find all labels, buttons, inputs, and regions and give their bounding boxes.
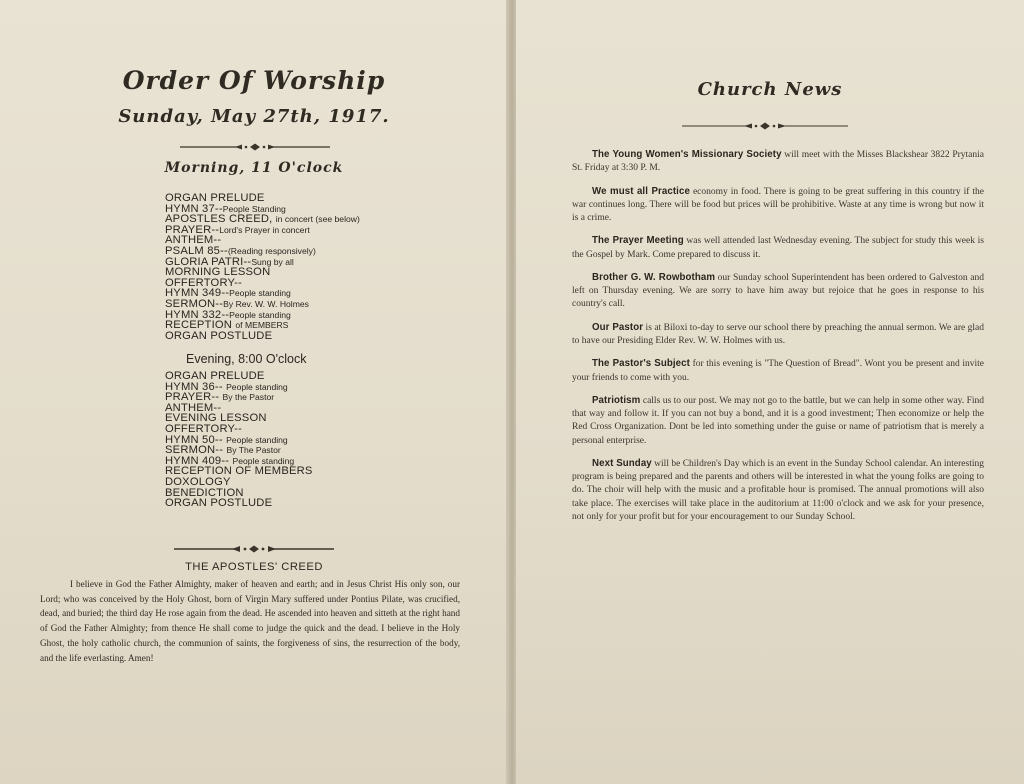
news-item-text: will meet with the Misses Blackshear 3822 Prytania St. Friday at 3:30 P. M. [572, 150, 984, 174]
evening-order-list [165, 371, 313, 509]
news-item-text: will be Children's Day which is an event in the Sunday School calendar. An interesting program is being prepared and the parents and others will be interested in what the young folks are going to do. The choir will help with the music and a profitable hour is promised. The annual promotions will also take place. The exercises will take place in the auditorium at 11:00 o'clock and we ask for your presence, not only for your profit but for your encouragement to our Sunday School. [572, 458, 984, 522]
order-item-label: EVENING LESSON [165, 412, 267, 425]
order-item-note: People standing [226, 381, 288, 392]
order-item-label: PRAYER-- [165, 223, 220, 236]
apostles-creed-title: THE APOSTLES' CREED [185, 561, 323, 573]
order-item-note: By The Pastor [226, 445, 281, 456]
evening-item [165, 498, 313, 509]
news-item-lead: Next Sunday [592, 457, 652, 469]
order-item-label: OFFERTORY-- [165, 422, 243, 435]
order-item-note: People standing [229, 309, 291, 320]
news-item [572, 457, 984, 524]
order-item-label: ANTHEM-- [165, 234, 222, 247]
order-item-note: By the Pastor [222, 392, 275, 403]
news-item-text: is at Biloxi to-day to serve our school there by preaching the annual sermon. We are glad to have our Presiding Elder Rev. W. W. Holmes with us. [572, 322, 984, 346]
news-item [572, 185, 984, 226]
order-item-note: Sung by all [251, 256, 294, 267]
church-news-title: Church News [697, 79, 843, 100]
order-item-label: ORGAN POSTLUDE [165, 497, 273, 510]
news-item-lead: The Pastor's Subject [592, 358, 690, 370]
order-item-label: ORGAN POSTLUDE [165, 329, 273, 342]
order-item-note: in concert (see below) [275, 214, 360, 225]
order-item-label: HYMN 37-- [165, 202, 223, 215]
morning-order-list [165, 193, 360, 341]
order-item-label: HYMN 409-- [165, 454, 233, 467]
ornament-divider-top [180, 142, 330, 152]
order-item-note: People standing [229, 288, 291, 299]
news-item [572, 357, 984, 384]
left-page [0, 0, 508, 784]
order-item-note: (Reading responsively) [227, 245, 316, 256]
order-item-label: SERMON-- [165, 297, 224, 310]
evening-heading: Evening, 8:00 O'clock [186, 352, 307, 366]
order-item-label: APOSTLES CREED, [165, 213, 276, 226]
order-item-label: MORNING LESSON [165, 266, 271, 279]
news-item [572, 394, 984, 448]
order-item-label: RECEPTION OF MEMBERS [165, 465, 313, 478]
right-page [516, 0, 1024, 784]
news-item [572, 271, 984, 312]
apostles-creed-text: I believe in God the Father Almighty, maker of heaven and earth; and in Jesus Christ His only son, our Lord; who was conceived by the Holy Ghost, born of Virgin Mary suffered under Pontius Pilate, was crucified, dead, and buried; the third day He rose again from the dead. He ascended into heaven and sitteth at the right hand of God the Father Almighty; from thence He shall come to judge the quick and the dead. I believe in the Holy Ghost, the holy catholic church, the communion of saints, the forgiveness of sins, the resurrection of the body, and the life everlasting. Amen! [40, 579, 460, 663]
order-item-label: HYMN 50-- [165, 433, 227, 446]
order-item-label: HYMN 332-- [165, 308, 230, 321]
ornament-divider-creed [174, 544, 334, 554]
news-item-text: calls us to our post. We may not go to the battle, but we can help in some other way. Find that way and follow it. If you can not buy a bond, and it is a good investment; Then economize or help the Red Cross Organization. Dont be led into something under the guise or name of patriotism that is merely a personal enterprise. [572, 395, 984, 446]
morning-heading: Morning, 11 O'clock [164, 160, 344, 176]
news-item-lead: The Prayer Meeting [592, 235, 684, 247]
news-item-text: economy in food. There is going to be great suffering in this country if the war continues long. There will be food but prices will be prohibitive. Waste at any time is wrong but now it is a crime. [572, 186, 985, 223]
news-item-lead: Our Pastor [592, 321, 644, 333]
order-item-label: PRAYER-- [165, 391, 223, 404]
order-item-label: RECEPTION [165, 319, 236, 332]
news-item-lead: Patriotism [592, 394, 641, 406]
order-item-label: DOXOLOGY [165, 475, 231, 488]
order-item-label: HYMN 349-- [165, 287, 230, 300]
news-item-lead: The Young Women's Missionary Society [592, 149, 782, 160]
order-item-label: PSALM 85-- [165, 244, 228, 257]
morning-item [165, 331, 360, 342]
order-item-label: HYMN 36-- [165, 380, 227, 393]
news-item-lead: Brother G. W. Rowbotham [592, 271, 716, 283]
order-item-label: SERMON-- [165, 444, 227, 457]
ornament-divider-news [682, 121, 848, 131]
news-item-text: for this evening is "The Question of Bread". Wont you be present and invite your friends to come with you. [572, 359, 984, 383]
order-item-note: Lord's Prayer in concert [219, 224, 310, 235]
order-item-label: ANTHEM-- [165, 401, 222, 414]
order-item-label: ORGAN PRELUDE [165, 370, 265, 382]
news-item-text: was well attended last Wednesday evening. The subject for study this week is the Gospel by Mark. Come prepared to discuss it. [572, 236, 984, 260]
order-item-label: OFFERTORY-- [165, 276, 243, 289]
order-item-note: People standing [226, 434, 288, 445]
news-item [572, 234, 984, 261]
order-of-worship-title: Order Of Worship [122, 66, 386, 95]
order-item-label: ORGAN PRELUDE [165, 192, 265, 204]
service-date: Sunday, May 27th, 1917. [118, 106, 390, 127]
order-item-note: of MEMBERS [235, 320, 289, 331]
order-item-label: BENEDICTION [165, 486, 244, 499]
news-item-lead: We must all Practice [592, 185, 690, 197]
order-item-label: GLORIA PATRI-- [165, 255, 252, 268]
order-item-note: People standing [232, 455, 295, 466]
order-item-note: By Rev. W. W. Holmes [223, 298, 309, 309]
news-item [572, 148, 984, 175]
news-item [572, 321, 984, 348]
church-news-list [572, 148, 984, 533]
news-item-text: our Sunday school Superintendent has been ordered to Galveston and left on Thursday evening. We are sorry to have him away but rejoice that he goes in response to his country's call. [572, 272, 984, 310]
order-item-note: People Standing [222, 203, 286, 214]
